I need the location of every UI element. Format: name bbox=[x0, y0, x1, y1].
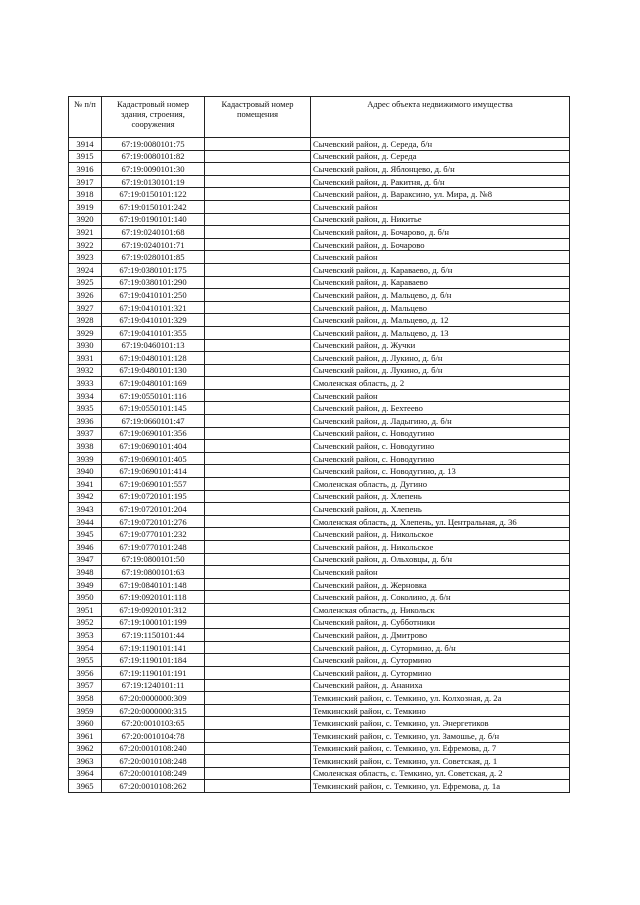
property-address: Сычевский район, д. Ладыгино, д. б/н bbox=[311, 415, 570, 428]
room-cadastral-number bbox=[205, 352, 311, 365]
property-address: Сычевский район, д. Никольское bbox=[311, 528, 570, 541]
row-number: 3963 bbox=[69, 755, 102, 768]
cadastral-number: 67:19:0800101:50 bbox=[102, 553, 205, 566]
table-row bbox=[69, 541, 570, 554]
property-address: Сычевский район, с. Новодугино bbox=[311, 440, 570, 453]
property-address: Сычевский район, д. Хлепень bbox=[311, 490, 570, 503]
table-row bbox=[69, 213, 570, 226]
room-cadastral-number bbox=[205, 213, 311, 226]
row-number: 3920 bbox=[69, 213, 102, 226]
row-number: 3933 bbox=[69, 377, 102, 390]
table-row bbox=[69, 566, 570, 579]
property-address: Сычевский район bbox=[311, 200, 570, 213]
room-cadastral-number bbox=[205, 503, 311, 516]
property-address: Смоленская область, д. Хлепень, ул. Центральная, д. 36 bbox=[311, 515, 570, 528]
property-address: Сычевский район, д. Караваево bbox=[311, 276, 570, 289]
table-header bbox=[69, 97, 570, 138]
row-number: 3915 bbox=[69, 150, 102, 163]
cadastral-number: 67:20:0010108:240 bbox=[102, 742, 205, 755]
cadastral-number: 67:19:0660101:47 bbox=[102, 415, 205, 428]
property-address: Сычевский район, д. Вараксино, ул. Мира, д. №8 bbox=[311, 188, 570, 201]
cadastral-number: 67:20:0000000:309 bbox=[102, 692, 205, 705]
table-row bbox=[69, 528, 570, 541]
property-address: Сычевский район, д. Ольховцы, д. б/н bbox=[311, 553, 570, 566]
row-number: 3940 bbox=[69, 465, 102, 478]
room-cadastral-number bbox=[205, 276, 311, 289]
room-cadastral-number bbox=[205, 666, 311, 679]
row-number: 3947 bbox=[69, 553, 102, 566]
room-cadastral-number bbox=[205, 629, 311, 642]
table-row bbox=[69, 326, 570, 339]
row-number: 3952 bbox=[69, 616, 102, 629]
table-row bbox=[69, 138, 570, 151]
row-number: 3955 bbox=[69, 654, 102, 667]
property-address: Сычевский район, д. Мальцево, д. 13 bbox=[311, 326, 570, 339]
row-number: 3960 bbox=[69, 717, 102, 730]
room-cadastral-number bbox=[205, 478, 311, 491]
property-address: Сычевский район bbox=[311, 566, 570, 579]
row-number: 3950 bbox=[69, 591, 102, 604]
table-row bbox=[69, 150, 570, 163]
property-address: Сычевский район, д. Караваево, д. б/н bbox=[311, 263, 570, 276]
room-cadastral-number bbox=[205, 591, 311, 604]
row-number: 3926 bbox=[69, 289, 102, 302]
table-row bbox=[69, 364, 570, 377]
room-cadastral-number bbox=[205, 150, 311, 163]
table-row bbox=[69, 188, 570, 201]
cadastral-number: 67:19:0480101:128 bbox=[102, 352, 205, 365]
room-cadastral-number bbox=[205, 566, 311, 579]
property-address: Сычевский район, д. Хлепень bbox=[311, 503, 570, 516]
table-row bbox=[69, 352, 570, 365]
table-row bbox=[69, 603, 570, 616]
property-address: Сычевский район, д. Мальцево, д. б/н bbox=[311, 289, 570, 302]
room-cadastral-number bbox=[205, 616, 311, 629]
cadastral-number: 67:19:0080101:75 bbox=[102, 138, 205, 151]
row-number: 3925 bbox=[69, 276, 102, 289]
row-number: 3921 bbox=[69, 226, 102, 239]
row-number: 3937 bbox=[69, 427, 102, 440]
row-number: 3948 bbox=[69, 566, 102, 579]
property-address: Темкинский район, с. Темкино, ул. Энергетиков bbox=[311, 717, 570, 730]
cadastral-number: 67:20:0010108:249 bbox=[102, 767, 205, 780]
table-row bbox=[69, 704, 570, 717]
row-number: 3964 bbox=[69, 767, 102, 780]
table-row bbox=[69, 263, 570, 276]
cadastral-number: 67:20:0010104:78 bbox=[102, 729, 205, 742]
cadastral-number: 67:19:0380101:175 bbox=[102, 263, 205, 276]
table-row bbox=[69, 503, 570, 516]
cadastral-number: 67:19:0190101:140 bbox=[102, 213, 205, 226]
table-row bbox=[69, 377, 570, 390]
cadastral-number: 67:19:0690101:404 bbox=[102, 440, 205, 453]
property-address: Сычевский район, с. Новодугино, д. 13 bbox=[311, 465, 570, 478]
table-row bbox=[69, 440, 570, 453]
room-cadastral-number bbox=[205, 238, 311, 251]
room-cadastral-number bbox=[205, 427, 311, 440]
table-row bbox=[69, 490, 570, 503]
table-row bbox=[69, 629, 570, 642]
cadastral-number: 67:19:0240101:68 bbox=[102, 226, 205, 239]
property-address: Смоленская область, д. 2 bbox=[311, 377, 570, 390]
property-address: Темкинский район, с. Темкино, ул. Ефремова, д. 1а bbox=[311, 780, 570, 793]
cadastral-number: 67:19:0690101:356 bbox=[102, 427, 205, 440]
room-cadastral-number bbox=[205, 553, 311, 566]
cadastral-number: 67:19:1000101:199 bbox=[102, 616, 205, 629]
table-row bbox=[69, 339, 570, 352]
table-row bbox=[69, 616, 570, 629]
header-row bbox=[69, 97, 570, 138]
cadastral-number: 67:20:0010108:262 bbox=[102, 780, 205, 793]
room-cadastral-number bbox=[205, 603, 311, 616]
cadastral-number: 67:20:0010108:248 bbox=[102, 755, 205, 768]
table-row bbox=[69, 755, 570, 768]
row-number: 3936 bbox=[69, 415, 102, 428]
cadastral-number: 67:19:1190101:191 bbox=[102, 666, 205, 679]
room-cadastral-number bbox=[205, 541, 311, 554]
table-row bbox=[69, 654, 570, 667]
room-cadastral-number bbox=[205, 515, 311, 528]
table-row bbox=[69, 415, 570, 428]
cadastral-number: 67:19:0080101:82 bbox=[102, 150, 205, 163]
room-cadastral-number bbox=[205, 314, 311, 327]
table-row bbox=[69, 389, 570, 402]
room-cadastral-number bbox=[205, 377, 311, 390]
property-address: Сычевский район, д. Соколино, д. б/н bbox=[311, 591, 570, 604]
cadastral-number: 67:19:0460101:13 bbox=[102, 339, 205, 352]
property-address: Сычевский район, д. Лукино, д. б/н bbox=[311, 352, 570, 365]
cadastral-number: 67:19:0150101:242 bbox=[102, 200, 205, 213]
property-address: Сычевский район, д. Сутормино bbox=[311, 654, 570, 667]
row-number: 3949 bbox=[69, 578, 102, 591]
table-row bbox=[69, 666, 570, 679]
row-number: 3958 bbox=[69, 692, 102, 705]
row-number: 3944 bbox=[69, 515, 102, 528]
cadastral-number: 67:19:0130101:19 bbox=[102, 175, 205, 188]
cadastral-number: 67:19:0720101:204 bbox=[102, 503, 205, 516]
row-number: 3930 bbox=[69, 339, 102, 352]
row-number: 3961 bbox=[69, 729, 102, 742]
row-number: 3916 bbox=[69, 163, 102, 176]
row-number: 3965 bbox=[69, 780, 102, 793]
property-address: Сычевский район, д. Сутормино, д. б/н bbox=[311, 641, 570, 654]
row-number: 3946 bbox=[69, 541, 102, 554]
room-cadastral-number bbox=[205, 755, 311, 768]
table-body bbox=[69, 138, 570, 793]
cadastral-number: 67:19:0380101:290 bbox=[102, 276, 205, 289]
table-row bbox=[69, 276, 570, 289]
cadastral-number: 67:19:0410101:329 bbox=[102, 314, 205, 327]
table-row bbox=[69, 238, 570, 251]
property-address: Сычевский район, д. Сутормино bbox=[311, 666, 570, 679]
property-address: Сычевский район, д. Мальцево, д. 12 bbox=[311, 314, 570, 327]
cadastral-number: 67:19:0800101:63 bbox=[102, 566, 205, 579]
property-address: Сычевский район bbox=[311, 251, 570, 264]
room-cadastral-number bbox=[205, 339, 311, 352]
room-cadastral-number bbox=[205, 490, 311, 503]
cadastral-number: 67:19:0720101:276 bbox=[102, 515, 205, 528]
property-address: Сычевский район bbox=[311, 389, 570, 402]
property-address: Сычевский район, д. Середа bbox=[311, 150, 570, 163]
header-cadastral-building: Кадастровый номер здания, строения, сооружения bbox=[102, 97, 205, 138]
room-cadastral-number bbox=[205, 452, 311, 465]
table-row bbox=[69, 175, 570, 188]
row-number: 3928 bbox=[69, 314, 102, 327]
property-address: Сычевский район, с. Новодугино bbox=[311, 427, 570, 440]
table-row bbox=[69, 465, 570, 478]
cadastral-number: 67:19:0550101:116 bbox=[102, 389, 205, 402]
property-address: Сычевский район, д. Никитье bbox=[311, 213, 570, 226]
table-row bbox=[69, 641, 570, 654]
row-number: 3959 bbox=[69, 704, 102, 717]
row-number: 3927 bbox=[69, 301, 102, 314]
cadastral-number: 67:19:0920101:312 bbox=[102, 603, 205, 616]
table-row bbox=[69, 402, 570, 415]
row-number: 3942 bbox=[69, 490, 102, 503]
room-cadastral-number bbox=[205, 742, 311, 755]
property-address: Смоленская область, д. Никольск bbox=[311, 603, 570, 616]
room-cadastral-number bbox=[205, 138, 311, 151]
table-row bbox=[69, 578, 570, 591]
table-row bbox=[69, 515, 570, 528]
room-cadastral-number bbox=[205, 389, 311, 402]
cadastral-number: 67:19:0770101:232 bbox=[102, 528, 205, 541]
property-address: Смоленская область, д. Дугино bbox=[311, 478, 570, 491]
table-row bbox=[69, 163, 570, 176]
row-number: 3924 bbox=[69, 263, 102, 276]
property-address: Сычевский район, д. Бочарово bbox=[311, 238, 570, 251]
cadastral-number: 67:19:0410101:321 bbox=[102, 301, 205, 314]
cadastral-number: 67:19:1190101:141 bbox=[102, 641, 205, 654]
room-cadastral-number bbox=[205, 767, 311, 780]
table-row bbox=[69, 200, 570, 213]
cadastral-number: 67:19:0090101:30 bbox=[102, 163, 205, 176]
cadastral-number: 67:19:1150101:44 bbox=[102, 629, 205, 642]
cadastral-number: 67:19:0280101:85 bbox=[102, 251, 205, 264]
row-number: 3962 bbox=[69, 742, 102, 755]
cadastral-number: 67:19:0480101:169 bbox=[102, 377, 205, 390]
table-row bbox=[69, 742, 570, 755]
room-cadastral-number bbox=[205, 654, 311, 667]
property-address: Темкинский район, с. Темкино, ул. Замошье, д. б/н bbox=[311, 729, 570, 742]
row-number: 3954 bbox=[69, 641, 102, 654]
room-cadastral-number bbox=[205, 364, 311, 377]
room-cadastral-number bbox=[205, 704, 311, 717]
table-row bbox=[69, 717, 570, 730]
cadastral-number: 67:19:1240101:11 bbox=[102, 679, 205, 692]
room-cadastral-number bbox=[205, 717, 311, 730]
row-number: 3929 bbox=[69, 326, 102, 339]
room-cadastral-number bbox=[205, 440, 311, 453]
room-cadastral-number bbox=[205, 528, 311, 541]
table-row bbox=[69, 226, 570, 239]
table-row bbox=[69, 314, 570, 327]
table-row bbox=[69, 679, 570, 692]
room-cadastral-number bbox=[205, 251, 311, 264]
cadastral-number: 67:20:0000000:315 bbox=[102, 704, 205, 717]
property-address: Сычевский район, д. Жерновка bbox=[311, 578, 570, 591]
property-address: Сычевский район, д. Середа, б/н bbox=[311, 138, 570, 151]
header-number: № п/п bbox=[69, 97, 102, 138]
property-address: Сычевский район, д. Ананиха bbox=[311, 679, 570, 692]
row-number: 3943 bbox=[69, 503, 102, 516]
room-cadastral-number bbox=[205, 729, 311, 742]
room-cadastral-number bbox=[205, 780, 311, 793]
cadastral-number: 67:19:0410101:250 bbox=[102, 289, 205, 302]
property-address: Сычевский район, д. Бочарово, д. б/н bbox=[311, 226, 570, 239]
property-address: Сычевский район, д. Никольское bbox=[311, 541, 570, 554]
room-cadastral-number bbox=[205, 263, 311, 276]
property-address: Сычевский район, д. Бехтеево bbox=[311, 402, 570, 415]
row-number: 3922 bbox=[69, 238, 102, 251]
row-number: 3945 bbox=[69, 528, 102, 541]
table-row bbox=[69, 251, 570, 264]
property-address: Сычевский район, д. Дмитрово bbox=[311, 629, 570, 642]
room-cadastral-number bbox=[205, 641, 311, 654]
room-cadastral-number bbox=[205, 175, 311, 188]
room-cadastral-number bbox=[205, 289, 311, 302]
table-row bbox=[69, 591, 570, 604]
cadastral-number: 67:19:0920101:118 bbox=[102, 591, 205, 604]
room-cadastral-number bbox=[205, 200, 311, 213]
table-row bbox=[69, 289, 570, 302]
table-row bbox=[69, 478, 570, 491]
property-address: Темкинский район, с. Темкино, ул. Колхозная, д. 2а bbox=[311, 692, 570, 705]
table-row bbox=[69, 729, 570, 742]
row-number: 3931 bbox=[69, 352, 102, 365]
row-number: 3934 bbox=[69, 389, 102, 402]
row-number: 3914 bbox=[69, 138, 102, 151]
cadastral-number: 67:19:0480101:130 bbox=[102, 364, 205, 377]
cadastral-number: 67:19:0550101:145 bbox=[102, 402, 205, 415]
row-number: 3957 bbox=[69, 679, 102, 692]
room-cadastral-number bbox=[205, 679, 311, 692]
row-number: 3941 bbox=[69, 478, 102, 491]
property-address: Темкинский район, с. Темкино bbox=[311, 704, 570, 717]
room-cadastral-number bbox=[205, 578, 311, 591]
room-cadastral-number bbox=[205, 226, 311, 239]
table-row bbox=[69, 553, 570, 566]
cadastral-number: 67:19:0770101:248 bbox=[102, 541, 205, 554]
room-cadastral-number bbox=[205, 692, 311, 705]
property-address: Сычевский район, д. Субботники bbox=[311, 616, 570, 629]
cadastral-number: 67:19:0150101:122 bbox=[102, 188, 205, 201]
property-address: Сычевский район, д. Мальцево bbox=[311, 301, 570, 314]
cadastral-number: 67:19:0410101:355 bbox=[102, 326, 205, 339]
row-number: 3932 bbox=[69, 364, 102, 377]
room-cadastral-number bbox=[205, 163, 311, 176]
property-registry-table bbox=[68, 96, 570, 793]
room-cadastral-number bbox=[205, 402, 311, 415]
room-cadastral-number bbox=[205, 326, 311, 339]
row-number: 3919 bbox=[69, 200, 102, 213]
room-cadastral-number bbox=[205, 415, 311, 428]
cadastral-number: 67:19:0240101:71 bbox=[102, 238, 205, 251]
row-number: 3917 bbox=[69, 175, 102, 188]
row-number: 3953 bbox=[69, 629, 102, 642]
table-row bbox=[69, 767, 570, 780]
property-address: Сычевский район, д. Жучки bbox=[311, 339, 570, 352]
cadastral-number: 67:20:0010103:65 bbox=[102, 717, 205, 730]
table-row bbox=[69, 427, 570, 440]
property-address: Сычевский район, с. Новодугино bbox=[311, 452, 570, 465]
table-row bbox=[69, 452, 570, 465]
cadastral-number: 67:19:0690101:414 bbox=[102, 465, 205, 478]
row-number: 3918 bbox=[69, 188, 102, 201]
row-number: 3938 bbox=[69, 440, 102, 453]
room-cadastral-number bbox=[205, 301, 311, 314]
header-address: Адрес объекта недвижимого имущества bbox=[311, 97, 570, 138]
row-number: 3956 bbox=[69, 666, 102, 679]
cadastral-number: 67:19:0690101:405 bbox=[102, 452, 205, 465]
row-number: 3951 bbox=[69, 603, 102, 616]
room-cadastral-number bbox=[205, 465, 311, 478]
property-address: Сычевский район, д. Ракитня, д. б/н bbox=[311, 175, 570, 188]
table-row bbox=[69, 301, 570, 314]
cadastral-number: 67:19:0690101:557 bbox=[102, 478, 205, 491]
property-address: Темкинский район, с. Темкино, ул. Ефремова, д. 7 bbox=[311, 742, 570, 755]
property-address: Смоленская область, с. Темкино, ул. Советская, д. 2 bbox=[311, 767, 570, 780]
row-number: 3939 bbox=[69, 452, 102, 465]
cadastral-number: 67:19:0720101:195 bbox=[102, 490, 205, 503]
property-address: Сычевский район, д. Лукино, д. б/н bbox=[311, 364, 570, 377]
property-address: Темкинский район, с. Темкино, ул. Советская, д. 1 bbox=[311, 755, 570, 768]
table-row bbox=[69, 692, 570, 705]
cadastral-number: 67:19:0840101:148 bbox=[102, 578, 205, 591]
table-row bbox=[69, 780, 570, 793]
property-address: Сычевский район, д. Яблонцево, д. б/н bbox=[311, 163, 570, 176]
header-cadastral-room: Кадастровый номер помещения bbox=[205, 97, 311, 138]
row-number: 3935 bbox=[69, 402, 102, 415]
cadastral-number: 67:19:1190101:184 bbox=[102, 654, 205, 667]
row-number: 3923 bbox=[69, 251, 102, 264]
room-cadastral-number bbox=[205, 188, 311, 201]
